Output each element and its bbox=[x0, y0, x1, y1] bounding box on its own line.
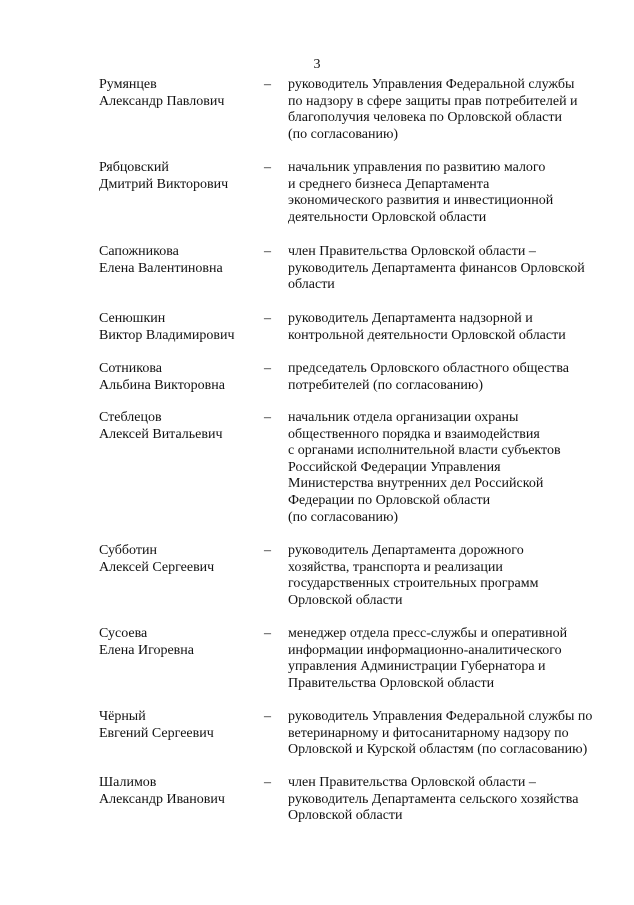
position-line: области bbox=[288, 277, 335, 293]
member-position bbox=[288, 410, 598, 526]
position-line: член Правительства Орловской области – bbox=[288, 775, 536, 790]
position-line: (по согласованию) bbox=[288, 126, 399, 142]
member-position bbox=[288, 311, 598, 344]
member-name bbox=[99, 543, 259, 576]
member-given-names: Елена Игоревна bbox=[99, 642, 194, 658]
separator-dash: – bbox=[264, 410, 271, 425]
member-given-names: Дмитрий Викторович bbox=[99, 176, 229, 192]
member-name bbox=[99, 626, 259, 659]
member-position bbox=[288, 77, 598, 143]
position-line: начальник отдела организации охраны bbox=[288, 410, 519, 425]
member-surname: Стеблецов bbox=[99, 410, 162, 425]
position-line: потребителей (по согласованию) bbox=[288, 377, 484, 393]
position-line: информации информационно-аналитического bbox=[288, 642, 562, 658]
member-name bbox=[99, 311, 259, 344]
position-line: и среднего бизнеса Департамента bbox=[288, 176, 490, 192]
separator-dash: – bbox=[264, 543, 271, 558]
member-surname: Сусоева bbox=[99, 626, 148, 641]
member-surname: Сотникова bbox=[99, 361, 162, 376]
position-line: управления Администрации Губернатора и bbox=[288, 659, 546, 675]
member-surname: Румянцев bbox=[99, 77, 157, 92]
member-given-names: Виктор Владимирович bbox=[99, 327, 235, 343]
position-line: руководитель Управления Федеральной службы bbox=[288, 77, 575, 92]
position-line: Российской Федерации Управления bbox=[288, 459, 501, 475]
position-line: с органами исполнительной власти субъектов bbox=[288, 443, 561, 459]
position-line: общественного порядка и взаимодействия bbox=[288, 426, 540, 442]
position-line: Орловской и Курской областям (по согласованию) bbox=[288, 742, 588, 758]
member-name bbox=[99, 709, 259, 742]
position-line: руководитель Управления Федеральной службы по bbox=[288, 709, 593, 724]
position-line: руководитель Департамента дорожного bbox=[288, 543, 524, 558]
member-name bbox=[99, 361, 259, 394]
position-line: экономического развития и инвестиционной bbox=[288, 193, 554, 209]
member-surname: Сенюшкин bbox=[99, 311, 166, 326]
position-line: Орловской области bbox=[288, 592, 403, 608]
page-number: 3 bbox=[313, 57, 321, 72]
separator-dash: – bbox=[264, 311, 271, 326]
position-line: Орловской области bbox=[288, 808, 403, 824]
position-line: ветеринарному и фитосанитарному надзору по bbox=[288, 725, 569, 741]
position-line: начальник управления по развитию малого bbox=[288, 160, 546, 175]
member-name bbox=[99, 775, 259, 808]
member-surname: Чёрный bbox=[99, 709, 146, 724]
member-position bbox=[288, 160, 598, 226]
position-line: руководитель Департамента сельского хозяйства bbox=[288, 791, 579, 807]
separator-dash: – bbox=[264, 77, 271, 92]
member-given-names: Елена Валентиновна bbox=[99, 260, 223, 276]
member-given-names: Алексей Сергеевич bbox=[99, 559, 215, 575]
position-line: благополучия человека по Орловской области bbox=[288, 110, 562, 126]
position-line: по надзору в сфере защиты прав потребителей и bbox=[288, 93, 578, 109]
position-line: контрольной деятельности Орловской области bbox=[288, 327, 566, 343]
position-line: член Правительства Орловской области – bbox=[288, 244, 536, 259]
position-line: председатель Орловского областного общества bbox=[288, 361, 570, 376]
member-given-names: Александр Павлович bbox=[99, 93, 225, 109]
separator-dash: – bbox=[264, 361, 271, 376]
position-line: руководитель Департамента финансов Орловской bbox=[288, 260, 585, 276]
position-line: государственных строительных программ bbox=[288, 576, 539, 592]
position-line: Федерации по Орловской области bbox=[288, 492, 491, 508]
member-name bbox=[99, 160, 259, 193]
member-given-names: Альбина Викторовна bbox=[99, 377, 225, 393]
separator-dash: – bbox=[264, 244, 271, 259]
member-given-names: Евгений Сергеевич bbox=[99, 725, 214, 741]
member-given-names: Александр Иванович bbox=[99, 791, 225, 807]
position-line: руководитель Департамента надзорной и bbox=[288, 311, 533, 326]
position-line: Правительства Орловской области bbox=[288, 675, 495, 691]
member-position bbox=[288, 361, 598, 394]
member-surname: Субботин bbox=[99, 543, 157, 558]
member-name bbox=[99, 410, 259, 443]
member-name bbox=[99, 77, 259, 110]
member-surname: Сапожникова bbox=[99, 244, 179, 259]
member-position bbox=[288, 775, 598, 825]
member-position bbox=[288, 244, 598, 294]
position-line: менеджер отдела пресс-службы и оперативной bbox=[288, 626, 568, 641]
member-position bbox=[288, 626, 598, 692]
separator-dash: – bbox=[264, 775, 271, 790]
position-line: деятельности Орловской области bbox=[288, 209, 487, 225]
position-line: хозяйства, транспорта и реализации bbox=[288, 559, 503, 575]
position-line: (по согласованию) bbox=[288, 509, 399, 525]
separator-dash: – bbox=[264, 160, 271, 175]
member-surname: Рябцовский bbox=[99, 160, 169, 175]
member-position bbox=[288, 709, 598, 759]
position-line: Министерства внутренних дел Российской bbox=[288, 476, 544, 492]
member-surname: Шалимов bbox=[99, 775, 157, 790]
separator-dash: – bbox=[264, 626, 271, 641]
member-position bbox=[288, 543, 598, 609]
separator-dash: – bbox=[264, 709, 271, 724]
member-name bbox=[99, 244, 259, 277]
member-given-names: Алексей Витальевич bbox=[99, 426, 223, 442]
